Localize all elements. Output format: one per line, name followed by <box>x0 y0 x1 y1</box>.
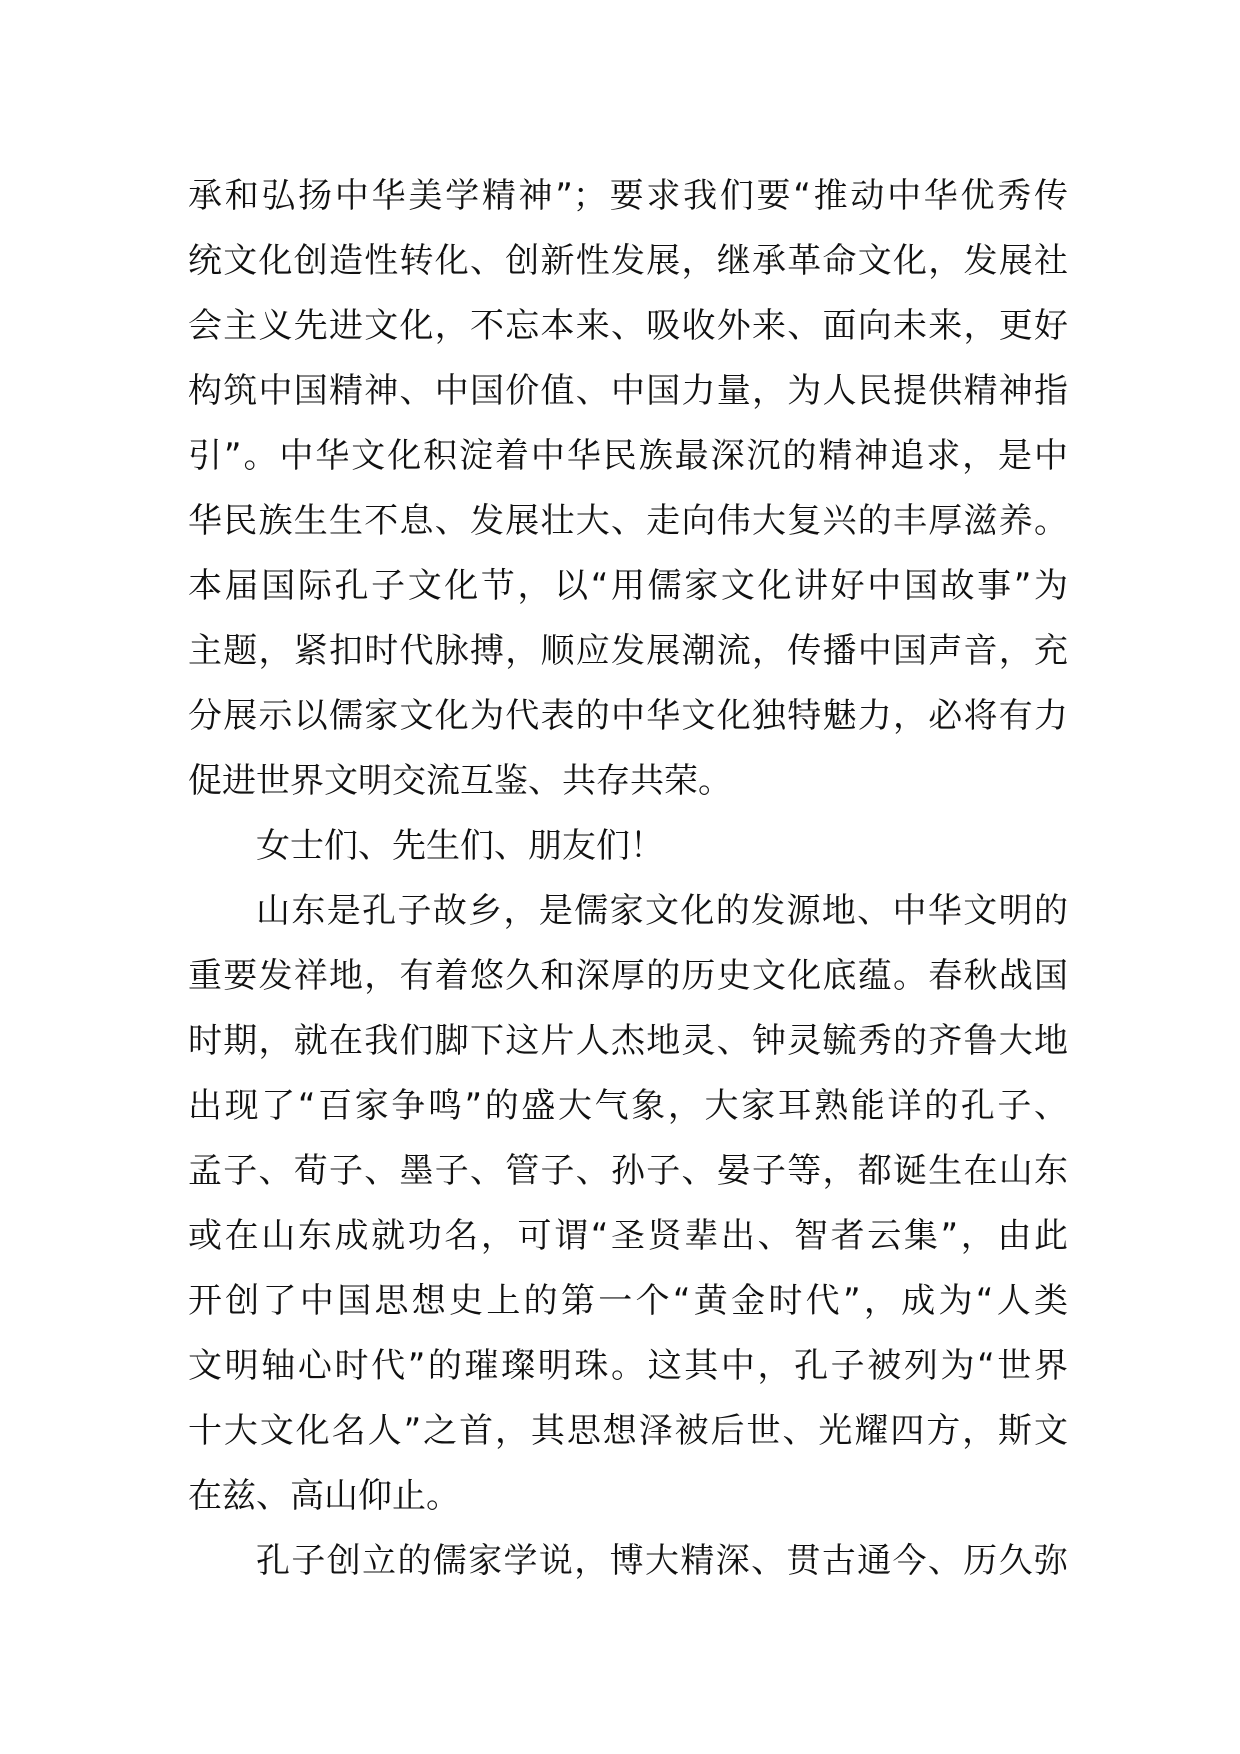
text-line: 在兹、高山仰止。 <box>188 1476 460 1516</box>
text-line: 山东是孔子故乡，是儒家文化的发源地、中华文明的 <box>256 891 1068 931</box>
text-line: 会主义先进文化，不忘本来、吸收外来、面向未来，更好 <box>188 306 1068 346</box>
text-line: 开创了中国思想史上的第一个“黄金时代”，成为“人类 <box>188 1281 1068 1321</box>
text-line: 促进世界文明交流互鉴、共存共荣。 <box>188 761 732 801</box>
text-line: 十大文化名人”之首，其思想泽被后世、光耀四方，斯文 <box>188 1411 1068 1451</box>
text-line: 孔子创立的儒家学说，博大精深、贯古通今、历久弥 <box>256 1541 1068 1581</box>
text-line: 构筑中国精神、中国价值、中国力量，为人民提供精神指 <box>188 371 1068 411</box>
text-line: 主题，紧扣时代脉搏，顺应发展潮流，传播中国声音，充 <box>188 631 1068 671</box>
text-line: 华民族生生不息、发展壮大、走向伟大复兴的丰厚滋养。 <box>188 501 1068 541</box>
text-line: 引”。中华文化积淀着中华民族最深沉的精神追求，是中 <box>188 436 1068 476</box>
body-text <box>188 164 1068 1594</box>
text-line: 出现了“百家争鸣”的盛大气象，大家耳熟能详的孔子、 <box>188 1086 1068 1126</box>
text-line: 统文化创造性转化、创新性发展，继承革命文化，发展社 <box>188 241 1068 281</box>
greeting-line: 女士们、先生们、朋友们！ <box>256 826 664 866</box>
text-line: 承和弘扬中华美学精神”；要求我们要“推动中华优秀传 <box>188 176 1068 216</box>
text-line: 时期，就在我们脚下这片人杰地灵、钟灵毓秀的齐鲁大地 <box>188 1021 1068 1061</box>
text-line: 分展示以儒家文化为代表的中华文化独特魅力，必将有力 <box>188 696 1068 736</box>
text-line: 或在山东成就功名，可谓“圣贤辈出、智者云集”，由此 <box>188 1216 1068 1256</box>
text-line: 本届国际孔子文化节，以“用儒家文化讲好中国故事”为 <box>188 566 1068 606</box>
text-line: 重要发祥地，有着悠久和深厚的历史文化底蕴。春秋战国 <box>188 956 1068 996</box>
text-line: 孟子、荀子、墨子、管子、孙子、晏子等，都诞生在山东 <box>188 1151 1068 1191</box>
text-line: 文明轴心时代”的璀璨明珠。这其中，孔子被列为“世界 <box>188 1346 1068 1386</box>
